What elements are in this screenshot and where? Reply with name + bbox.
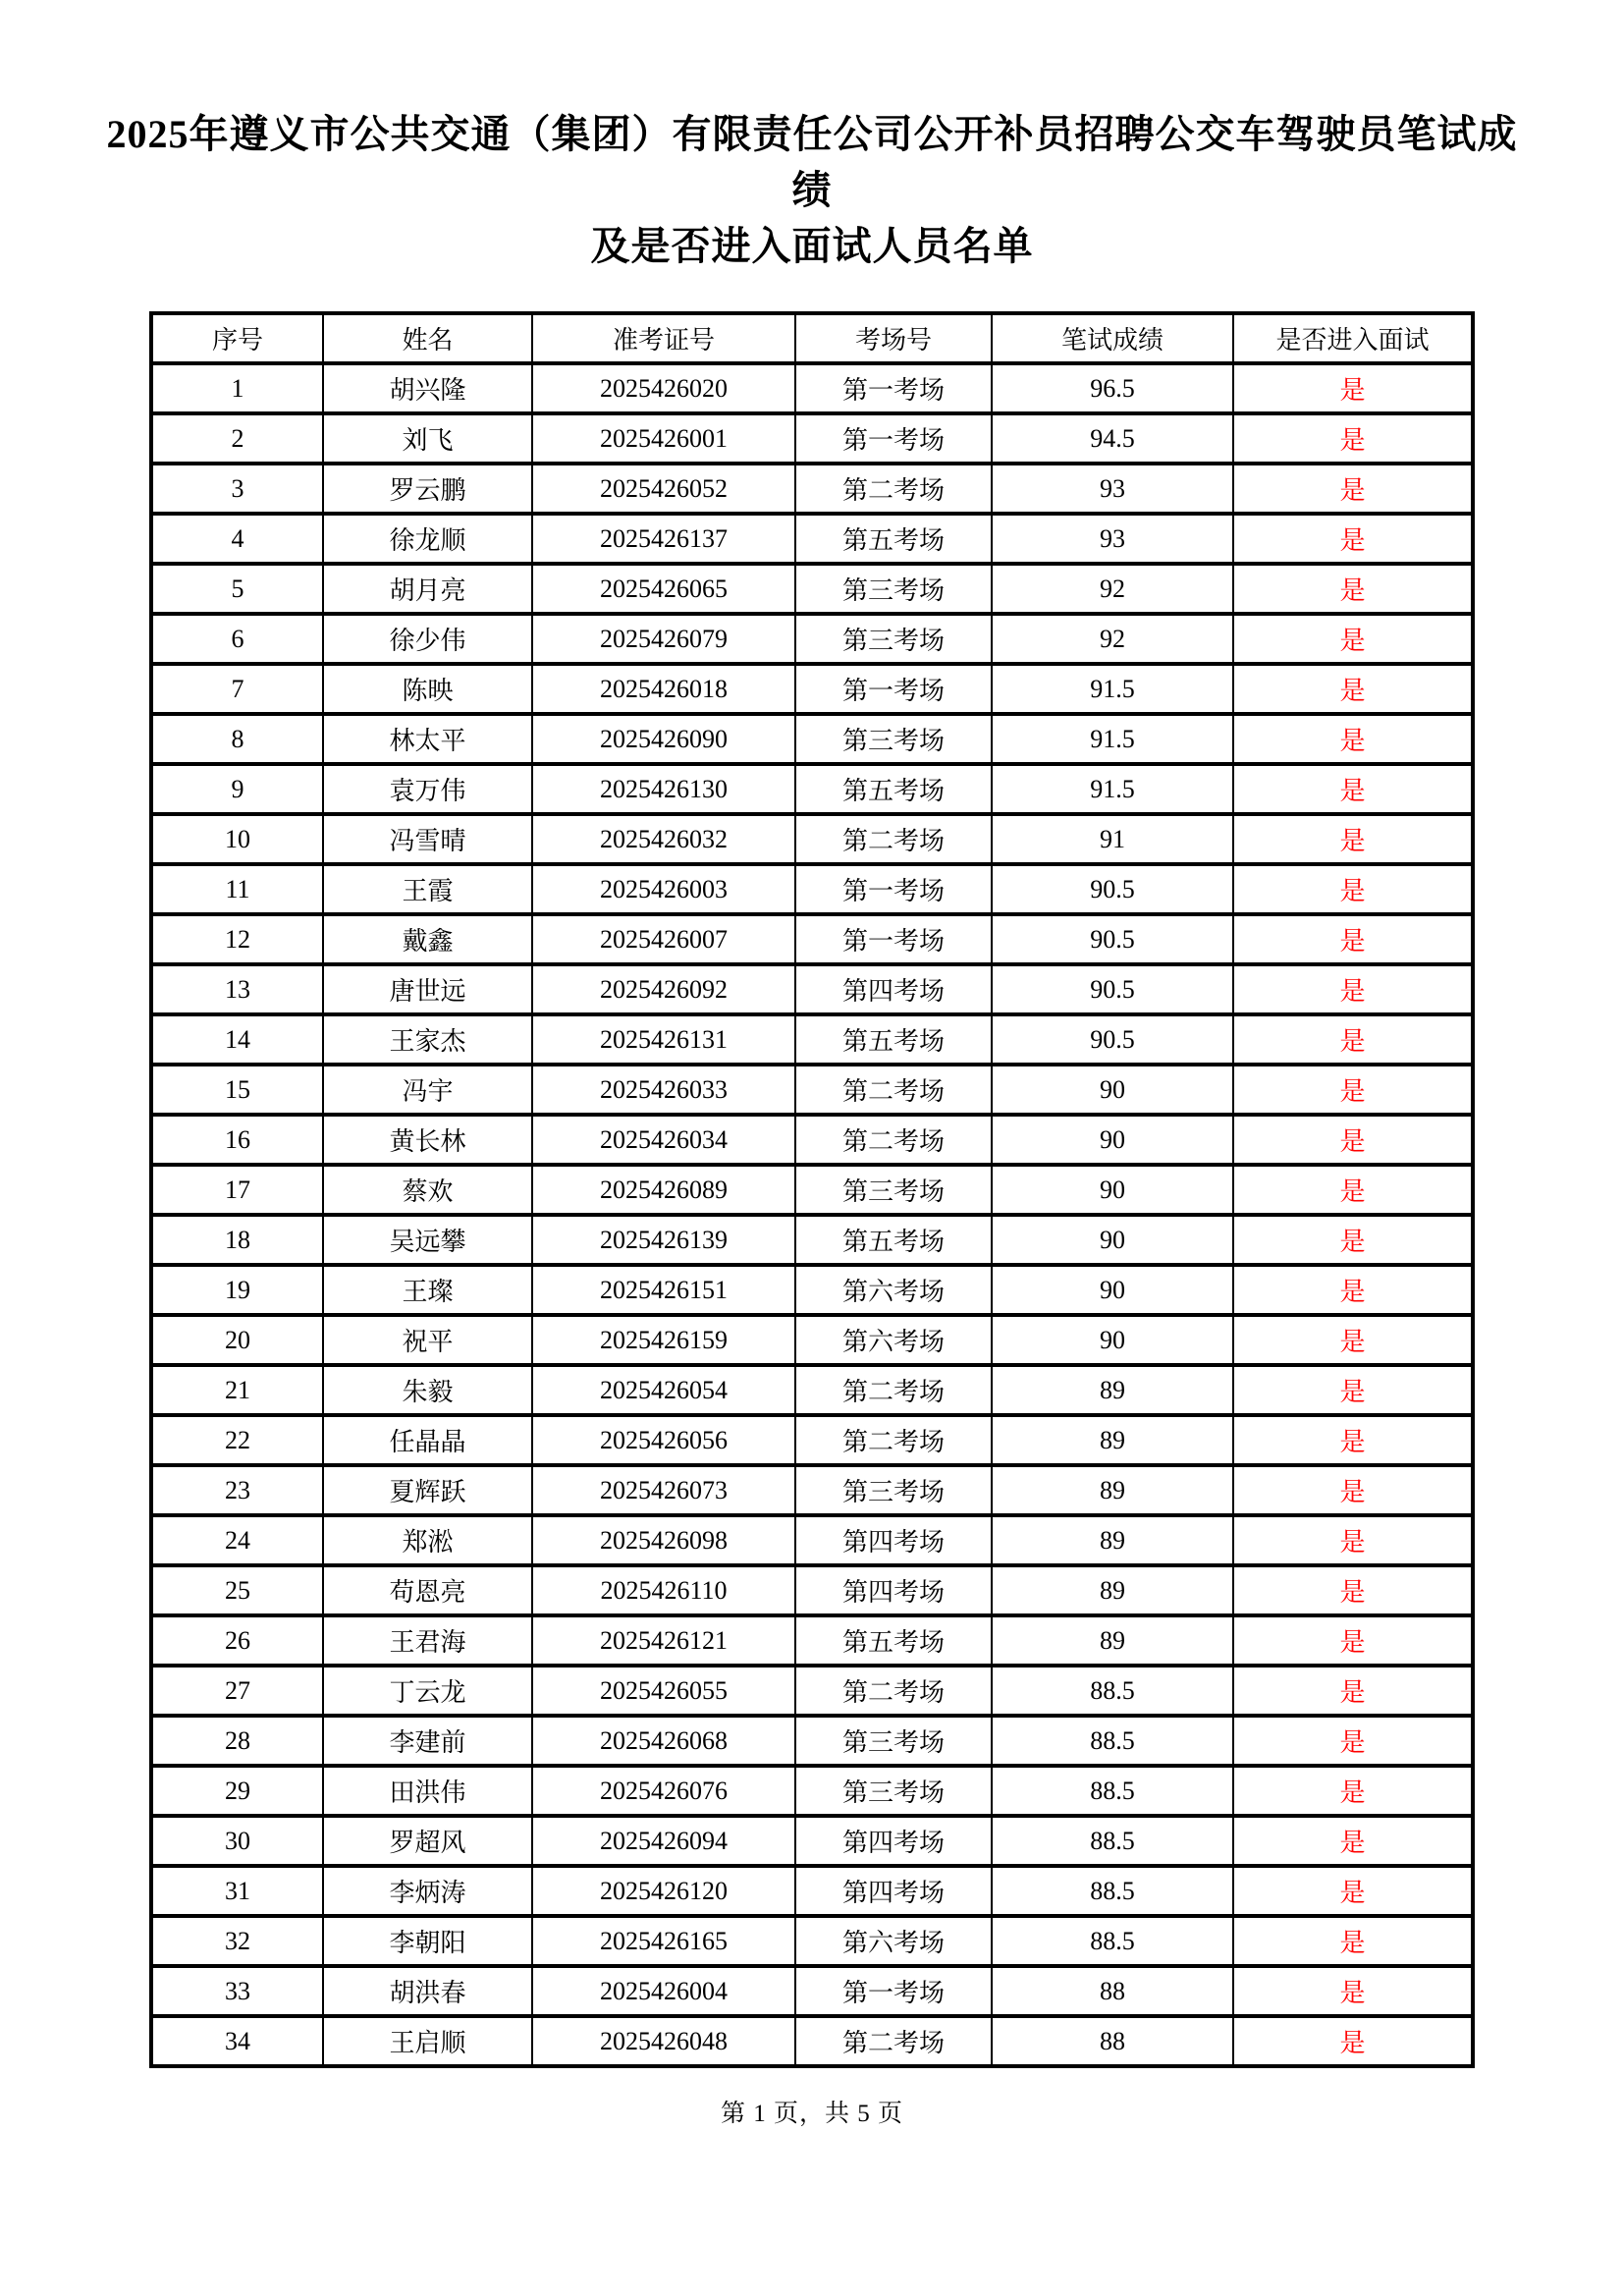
name-cell: 李建前 <box>323 1716 532 1766</box>
exam-room-cell: 第二考场 <box>795 1415 992 1465</box>
interview-status-cell: 是 <box>1233 464 1473 514</box>
interview-status-cell: 是 <box>1233 1165 1473 1215</box>
name-cell: 徐龙顺 <box>323 514 532 564</box>
row-number-cell: 22 <box>151 1415 323 1465</box>
interview-status-cell: 是 <box>1233 914 1473 964</box>
name-cell: 任晶晶 <box>323 1415 532 1465</box>
name-cell: 袁万伟 <box>323 764 532 814</box>
name-cell: 胡月亮 <box>323 564 532 614</box>
written-score-cell: 88 <box>992 1966 1233 2016</box>
name-cell: 胡洪春 <box>323 1966 532 2016</box>
page-title-line-2: 及是否进入面试人员名单 <box>590 224 1034 268</box>
admission-ticket-cell: 2025426048 <box>532 2016 795 2066</box>
admission-ticket-cell: 2025426004 <box>532 1966 795 2016</box>
interview-status-cell: 是 <box>1233 1365 1473 1415</box>
name-cell: 吴远攀 <box>323 1215 532 1265</box>
exam-room-cell: 第三考场 <box>795 614 992 664</box>
exam-room-cell: 第五考场 <box>795 1215 992 1265</box>
admission-ticket-cell: 2025426076 <box>532 1766 795 1816</box>
interview-status-cell: 是 <box>1233 1065 1473 1115</box>
row-number-cell: 30 <box>151 1816 323 1866</box>
written-score-cell: 90.5 <box>992 964 1233 1014</box>
column-header: 姓名 <box>323 313 532 363</box>
page-title <box>105 0 1519 274</box>
row-number-cell: 13 <box>151 964 323 1014</box>
name-cell: 刘飞 <box>323 413 532 464</box>
row-number-cell: 33 <box>151 1966 323 2016</box>
admission-ticket-cell: 2025426090 <box>532 714 795 764</box>
table-row <box>151 1515 1473 1565</box>
table-row <box>151 814 1473 864</box>
name-cell: 田洪伟 <box>323 1766 532 1816</box>
column-header: 序号 <box>151 313 323 363</box>
exam-room-cell: 第三考场 <box>795 1465 992 1515</box>
name-cell: 罗云鹏 <box>323 464 532 514</box>
admission-ticket-cell: 2025426032 <box>532 814 795 864</box>
written-score-cell: 89 <box>992 1465 1233 1515</box>
column-header: 是否进入面试 <box>1233 313 1473 363</box>
admission-ticket-cell: 2025426079 <box>532 614 795 664</box>
written-score-cell: 90.5 <box>992 1014 1233 1065</box>
written-score-cell: 88.5 <box>992 1716 1233 1766</box>
row-number-cell: 1 <box>151 363 323 413</box>
written-score-cell: 89 <box>992 1615 1233 1666</box>
name-cell: 蔡欢 <box>323 1165 532 1215</box>
written-score-cell: 88.5 <box>992 1866 1233 1916</box>
name-cell: 王启顺 <box>323 2016 532 2066</box>
interview-status-cell: 是 <box>1233 1415 1473 1465</box>
row-number-cell: 5 <box>151 564 323 614</box>
table-row <box>151 1966 1473 2016</box>
row-number-cell: 14 <box>151 1014 323 1065</box>
written-score-cell: 91.5 <box>992 664 1233 714</box>
table-row <box>151 664 1473 714</box>
interview-status-cell: 是 <box>1233 1515 1473 1565</box>
exam-room-cell: 第一考场 <box>795 363 992 413</box>
written-score-cell: 89 <box>992 1515 1233 1565</box>
interview-status-cell: 是 <box>1233 1615 1473 1666</box>
admission-ticket-cell: 2025426018 <box>532 664 795 714</box>
table-row <box>151 764 1473 814</box>
interview-status-cell: 是 <box>1233 1265 1473 1315</box>
admission-ticket-cell: 2025426130 <box>532 764 795 814</box>
exam-room-cell: 第一考场 <box>795 914 992 964</box>
name-cell: 李炳涛 <box>323 1866 532 1916</box>
interview-status-cell: 是 <box>1233 814 1473 864</box>
row-number-cell: 10 <box>151 814 323 864</box>
row-number-cell: 16 <box>151 1115 323 1165</box>
exam-room-cell: 第二考场 <box>795 1666 992 1716</box>
written-score-cell: 92 <box>992 564 1233 614</box>
name-cell: 王家杰 <box>323 1014 532 1065</box>
written-score-cell: 90 <box>992 1265 1233 1315</box>
written-score-cell: 88.5 <box>992 1816 1233 1866</box>
written-score-cell: 91.5 <box>992 714 1233 764</box>
table-row <box>151 1816 1473 1866</box>
written-score-cell: 91.5 <box>992 764 1233 814</box>
table-row <box>151 714 1473 764</box>
name-cell: 林太平 <box>323 714 532 764</box>
admission-ticket-cell: 2025426165 <box>532 1916 795 1966</box>
exam-room-cell: 第三考场 <box>795 1165 992 1215</box>
exam-room-cell: 第二考场 <box>795 464 992 514</box>
exam-room-cell: 第二考场 <box>795 1115 992 1165</box>
row-number-cell: 8 <box>151 714 323 764</box>
admission-ticket-cell: 2025426159 <box>532 1315 795 1365</box>
row-number-cell: 26 <box>151 1615 323 1666</box>
admission-ticket-cell: 2025426054 <box>532 1365 795 1415</box>
written-score-cell: 90.5 <box>992 864 1233 914</box>
row-number-cell: 27 <box>151 1666 323 1716</box>
table-header-row <box>151 313 1473 363</box>
interview-status-cell: 是 <box>1233 1966 1473 2016</box>
admission-ticket-cell: 2025426056 <box>532 1415 795 1465</box>
admission-ticket-cell: 2025426121 <box>532 1615 795 1666</box>
admission-ticket-cell: 2025426007 <box>532 914 795 964</box>
exam-room-cell: 第四考场 <box>795 1816 992 1866</box>
name-cell: 丁云龙 <box>323 1666 532 1716</box>
admission-ticket-cell: 2025426137 <box>532 514 795 564</box>
written-score-cell: 88.5 <box>992 1666 1233 1716</box>
interview-status-cell: 是 <box>1233 1866 1473 1916</box>
exam-room-cell: 第五考场 <box>795 764 992 814</box>
admission-ticket-cell: 2025426034 <box>532 1115 795 1165</box>
admission-ticket-cell: 2025426055 <box>532 1666 795 1716</box>
name-cell: 冯雪晴 <box>323 814 532 864</box>
page-title-line-1: 2025年遵义市公共交通（集团）有限责任公司公开补员招聘公交车驾驶员笔试成绩 <box>106 112 1518 212</box>
admission-ticket-cell: 2025426065 <box>532 564 795 614</box>
table-row <box>151 1415 1473 1465</box>
written-score-cell: 88.5 <box>992 1916 1233 1966</box>
name-cell: 朱毅 <box>323 1365 532 1415</box>
table-row <box>151 564 1473 614</box>
written-score-cell: 90 <box>992 1315 1233 1365</box>
admission-ticket-cell: 2025426052 <box>532 464 795 514</box>
admission-ticket-cell: 2025426089 <box>532 1165 795 1215</box>
exam-room-cell: 第四考场 <box>795 1866 992 1916</box>
table-row <box>151 1916 1473 1966</box>
exam-room-cell: 第六考场 <box>795 1916 992 1966</box>
interview-status-cell: 是 <box>1233 714 1473 764</box>
interview-status-cell: 是 <box>1233 2016 1473 2066</box>
exam-room-cell: 第二考场 <box>795 1065 992 1115</box>
written-score-cell: 90.5 <box>992 914 1233 964</box>
row-number-cell: 7 <box>151 664 323 714</box>
admission-ticket-cell: 2025426020 <box>532 363 795 413</box>
interview-status-cell: 是 <box>1233 1916 1473 1966</box>
interview-status-cell: 是 <box>1233 413 1473 464</box>
admission-ticket-cell: 2025426033 <box>532 1065 795 1115</box>
row-number-cell: 28 <box>151 1716 323 1766</box>
written-score-cell: 91 <box>992 814 1233 864</box>
name-cell: 王君海 <box>323 1615 532 1666</box>
interview-status-cell: 是 <box>1233 1215 1473 1265</box>
table-row <box>151 1165 1473 1215</box>
row-number-cell: 24 <box>151 1515 323 1565</box>
written-score-cell: 89 <box>992 1415 1233 1465</box>
row-number-cell: 12 <box>151 914 323 964</box>
row-number-cell: 3 <box>151 464 323 514</box>
table-row <box>151 864 1473 914</box>
row-number-cell: 19 <box>151 1265 323 1315</box>
row-number-cell: 15 <box>151 1065 323 1115</box>
interview-status-cell: 是 <box>1233 363 1473 413</box>
written-score-cell: 90 <box>992 1115 1233 1165</box>
exam-room-cell: 第四考场 <box>795 1565 992 1615</box>
admission-ticket-cell: 2025426110 <box>532 1565 795 1615</box>
exam-room-cell: 第五考场 <box>795 514 992 564</box>
page-footer: 第 1 页，共 5 页 <box>720 2101 903 2127</box>
table-row <box>151 1014 1473 1065</box>
written-score-cell: 94.5 <box>992 413 1233 464</box>
written-score-cell: 90 <box>992 1065 1233 1115</box>
exam-room-cell: 第二考场 <box>795 814 992 864</box>
admission-ticket-cell: 2025426003 <box>532 864 795 914</box>
row-number-cell: 2 <box>151 413 323 464</box>
written-score-cell: 93 <box>992 464 1233 514</box>
exam-room-cell: 第四考场 <box>795 964 992 1014</box>
exam-room-cell: 第二考场 <box>795 1365 992 1415</box>
written-score-cell: 96.5 <box>992 363 1233 413</box>
table-row <box>151 1115 1473 1165</box>
row-number-cell: 9 <box>151 764 323 814</box>
exam-room-cell: 第一考场 <box>795 664 992 714</box>
written-score-cell: 90 <box>992 1165 1233 1215</box>
written-score-cell: 93 <box>992 514 1233 564</box>
row-number-cell: 23 <box>151 1465 323 1515</box>
exam-room-cell: 第三考场 <box>795 714 992 764</box>
table-row <box>151 614 1473 664</box>
row-number-cell: 4 <box>151 514 323 564</box>
row-number-cell: 34 <box>151 2016 323 2066</box>
table-row <box>151 1215 1473 1265</box>
name-cell: 夏辉跃 <box>323 1465 532 1515</box>
results-table <box>149 311 1475 2068</box>
admission-ticket-cell: 2025426131 <box>532 1014 795 1065</box>
name-cell: 徐少伟 <box>323 614 532 664</box>
interview-status-cell: 是 <box>1233 1565 1473 1615</box>
table-row <box>151 413 1473 464</box>
interview-status-cell: 是 <box>1233 1666 1473 1716</box>
name-cell: 黄长林 <box>323 1115 532 1165</box>
exam-room-cell: 第四考场 <box>795 1515 992 1565</box>
row-number-cell: 29 <box>151 1766 323 1816</box>
exam-room-cell: 第三考场 <box>795 1716 992 1766</box>
exam-room-cell: 第六考场 <box>795 1315 992 1365</box>
table-row <box>151 1666 1473 1716</box>
interview-status-cell: 是 <box>1233 1115 1473 1165</box>
table-row <box>151 964 1473 1014</box>
exam-room-cell: 第三考场 <box>795 564 992 614</box>
table-row <box>151 1365 1473 1415</box>
interview-status-cell: 是 <box>1233 764 1473 814</box>
row-number-cell: 11 <box>151 864 323 914</box>
table-row <box>151 1265 1473 1315</box>
name-cell: 罗超风 <box>323 1816 532 1866</box>
row-number-cell: 32 <box>151 1916 323 1966</box>
written-score-cell: 92 <box>992 614 1233 664</box>
column-header: 考场号 <box>795 313 992 363</box>
row-number-cell: 17 <box>151 1165 323 1215</box>
interview-status-cell: 是 <box>1233 864 1473 914</box>
name-cell: 王霞 <box>323 864 532 914</box>
exam-room-cell: 第一考场 <box>795 864 992 914</box>
written-score-cell: 89 <box>992 1565 1233 1615</box>
admission-ticket-cell: 2025426094 <box>532 1816 795 1866</box>
written-score-cell: 88.5 <box>992 1766 1233 1816</box>
exam-room-cell: 第五考场 <box>795 1615 992 1666</box>
name-cell: 胡兴隆 <box>323 363 532 413</box>
table-row <box>151 1866 1473 1916</box>
written-score-cell: 90 <box>992 1215 1233 1265</box>
exam-room-cell: 第五考场 <box>795 1014 992 1065</box>
admission-ticket-cell: 2025426120 <box>532 1866 795 1916</box>
table-row <box>151 1716 1473 1766</box>
table-row <box>151 514 1473 564</box>
name-cell: 冯宇 <box>323 1065 532 1115</box>
table-row <box>151 1766 1473 1816</box>
written-score-cell: 89 <box>992 1365 1233 1415</box>
name-cell: 苟恩亮 <box>323 1565 532 1615</box>
table-row <box>151 1065 1473 1115</box>
table-row <box>151 464 1473 514</box>
table-row <box>151 1315 1473 1365</box>
name-cell: 陈映 <box>323 664 532 714</box>
name-cell: 王璨 <box>323 1265 532 1315</box>
interview-status-cell: 是 <box>1233 614 1473 664</box>
exam-room-cell: 第一考场 <box>795 1966 992 2016</box>
admission-ticket-cell: 2025426092 <box>532 964 795 1014</box>
table-body <box>151 363 1473 2066</box>
table-row <box>151 2016 1473 2066</box>
interview-status-cell: 是 <box>1233 1014 1473 1065</box>
exam-room-cell: 第二考场 <box>795 2016 992 2066</box>
interview-status-cell: 是 <box>1233 964 1473 1014</box>
interview-status-cell: 是 <box>1233 1315 1473 1365</box>
admission-ticket-cell: 2025426098 <box>532 1515 795 1565</box>
interview-status-cell: 是 <box>1233 1465 1473 1515</box>
table-row <box>151 914 1473 964</box>
row-number-cell: 20 <box>151 1315 323 1365</box>
interview-status-cell: 是 <box>1233 1816 1473 1866</box>
table-row <box>151 1565 1473 1615</box>
exam-room-cell: 第三考场 <box>795 1766 992 1816</box>
row-number-cell: 31 <box>151 1866 323 1916</box>
table-row <box>151 363 1473 413</box>
admission-ticket-cell: 2025426139 <box>532 1215 795 1265</box>
interview-status-cell: 是 <box>1233 514 1473 564</box>
written-score-cell: 88 <box>992 2016 1233 2066</box>
table-row <box>151 1615 1473 1666</box>
admission-ticket-cell: 2025426001 <box>532 413 795 464</box>
name-cell: 郑淞 <box>323 1515 532 1565</box>
admission-ticket-cell: 2025426073 <box>532 1465 795 1515</box>
name-cell: 李朝阳 <box>323 1916 532 1966</box>
admission-ticket-cell: 2025426068 <box>532 1716 795 1766</box>
name-cell: 唐世远 <box>323 964 532 1014</box>
column-header: 笔试成绩 <box>992 313 1233 363</box>
name-cell: 戴鑫 <box>323 914 532 964</box>
table-row <box>151 1465 1473 1515</box>
admission-ticket-cell: 2025426151 <box>532 1265 795 1315</box>
column-header: 准考证号 <box>532 313 795 363</box>
name-cell: 祝平 <box>323 1315 532 1365</box>
exam-room-cell: 第一考场 <box>795 413 992 464</box>
interview-status-cell: 是 <box>1233 1716 1473 1766</box>
exam-room-cell: 第六考场 <box>795 1265 992 1315</box>
interview-status-cell: 是 <box>1233 564 1473 614</box>
row-number-cell: 21 <box>151 1365 323 1415</box>
row-number-cell: 18 <box>151 1215 323 1265</box>
interview-status-cell: 是 <box>1233 1766 1473 1816</box>
row-number-cell: 6 <box>151 614 323 664</box>
row-number-cell: 25 <box>151 1565 323 1615</box>
interview-status-cell: 是 <box>1233 664 1473 714</box>
